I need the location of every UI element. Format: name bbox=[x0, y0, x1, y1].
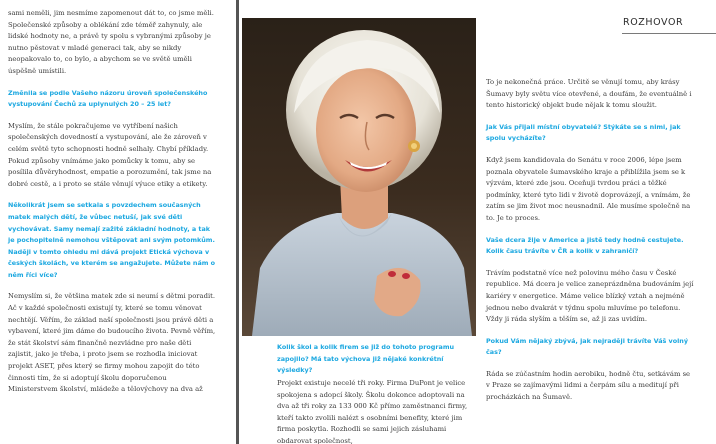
right-page bbox=[239, 0, 716, 444]
interview-question: Změnila se podle Vašeho názoru úroveň společenského vystupování Čechů za uplynulých 20 – 25 let? bbox=[8, 88, 208, 109]
section-label: ROZHOVOR bbox=[623, 17, 684, 28]
portrait-photo bbox=[242, 18, 476, 336]
paragraph: Ráda se zúčastním hodin aerobiku, hodně čtu, setkávám se v Praze se zajímavými lidmi a čerpám sílu a meditují při procházkách na Šumavě. bbox=[486, 369, 691, 402]
left-column bbox=[8, 8, 216, 406]
section-underline bbox=[622, 33, 716, 34]
paragraph: Když jsem kandidovala do Senátu v roce 2006, lépe jsem poznala obyvatele šumavského kraje a přiblížila jsem se k výzvám, které zde jsou. Oceňuji tvrdou práci a těžké podmínky, které tyto lidi v životě doprovázejí, a vnímám, že zatím se jim život moc neusnadnil. Ale musíme společně na to. Je to proces. bbox=[486, 155, 691, 222]
paragraph: To je nekonečná práce. Určitě se věnují tomu, aby krásy Šumavy byly světu více otevřené, a doufám, že eventuálně i tento historický objekt bude nějak k tomu sloužit. bbox=[486, 78, 692, 110]
paragraph: sami neměli, jim nesmíme zapomenout dát to, co jsme měli. Společenské způsoby a oblékání zde téměř zahynuly, ale lidské hodnoty ne, a právě ty spolu s vybranými způsoby je nutno pěstovat v mladé generaci tak, aby se nikdy neopakovalo to, co bylo, a abychom se ve světě uměli úspěšně umístili. bbox=[8, 9, 214, 75]
left-page bbox=[0, 0, 237, 444]
paragraph: Nemyslím si, že většina matek zde si neumí s dětmi poradit. Ač v každé společnosti existují ty, které se tomu věnovat nechtějí. Věřím, že základ naší společnosti jsou právě děti a vybavení, které jim dáme do budoucího života. Pevně věřím, že stát školství sám finančně nezvládne pro naše děti zajistit, jako je třeba, i proto jsem se rozhodla iniciovat projekt ASET, přes který se firmy mohou zapojit do této činnosti tím, že si adoptují školu doporučenou Ministerstvem školství, mládeže a tělovýchovy na dva až bbox=[8, 292, 216, 394]
interview-question: Kolik škol a kolik firem se již do tohoto programu zapojilo? Má tato výchova již nějaké konkrétní výsledky? bbox=[277, 343, 455, 375]
right-column bbox=[486, 77, 696, 414]
paragraph: Trávím podstatně více než polovinu mého času v České republice. Má dcera je velice zaneprázdněna budováním její kariéry v energetice. Máme velice blízký vztah a nejméně jednou nebo dvakrát v týdnu spolu mluvíme po telefonu. Vždy ji ráda slyším a těším se, až ji zas uvidím. bbox=[486, 268, 694, 324]
interview-question: Pokud Vám nějaký zbývá, jak nejraději trávíte Váš volný čas? bbox=[486, 336, 689, 357]
middle-column-text bbox=[277, 378, 473, 444]
paragraph: Projekt existuje necelé tři roky. Firma DuPont je velice spokojena s adopcí školy. Školu dokonce adoptovali na dva až tři roky za 133 000 Kč přímo zaměstnanci firmy, kteří takto zvolili nalézt s osobními benefity, které jim firma poskytla. Rozhodli se sami jejich zásluhami obdarovat společnost, bbox=[277, 379, 468, 444]
interview-question: Vaše dcera žije v Americe a jistě tedy hodně cestujete. Kolik času trávíte v ČR a kolik v zahraničí? bbox=[486, 235, 684, 256]
interview-question: Několikrát jsem se setkala s povzdechem současných matek malých dětí, že vůbec netuší, jak své děti vychovávat. Samy nemají zažité základní hodnoty, a tak je pochopitelně nemohou vštěpovat ani svým potomkům. Naději v tomto ohledu mi dává projekt Etická výchova v českých školách, ve kterém se angažujete. Můžete nám o něm říci více? bbox=[8, 201, 216, 279]
paragraph: Myslím, že stále pokračujeme ve vytříbení našich společenských dovedností a vystupování, ale že zároveň v celém světě tyto schopnosti hodně selhaly. Chybí příklady. Pokud způsoby vnímáme jako pomůcky k tomu, aby se posílila důvěryhodnost, empatie a porozumění, tak jsme na dobré cestě, a i proto se stále věnují výuce etiky a etikety. bbox=[8, 121, 212, 188]
interview-question: Jak Vás přijali místní obyvatelé? Stýkáte se s nimi, jak spolu vycházíte? bbox=[486, 122, 681, 143]
